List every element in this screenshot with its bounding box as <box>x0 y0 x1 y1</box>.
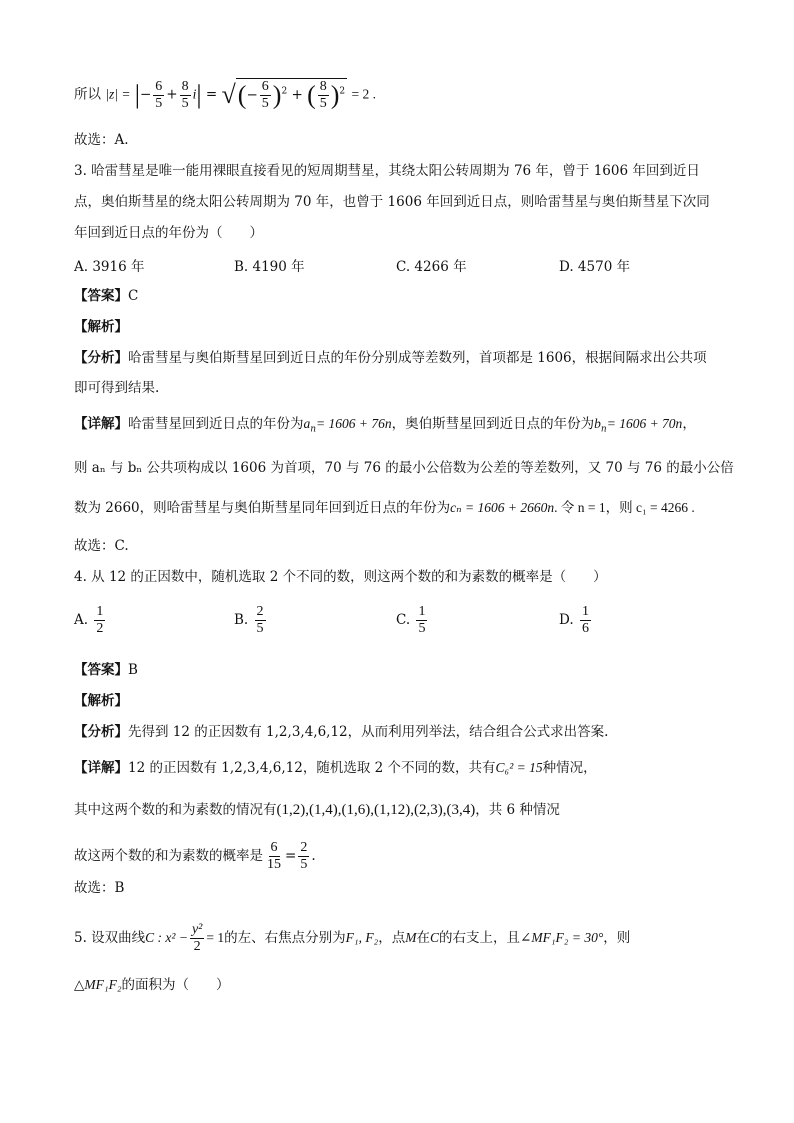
q3-fenxi-line-2: 即可得到结果. <box>74 380 160 396</box>
q2-frac-1: $\frac{6}{5}$ <box>155 78 163 111</box>
q3-answer-line <box>74 286 138 306</box>
q4-stem: 4. 从 12 的正因数中，随机选取 2 个不同的数，则这两个数的和为素数的概率是（ ） <box>74 569 607 585</box>
q3-stem-line-1: 3. 哈雷彗星是唯一能用裸眼直接看见的短周期彗星，其绕太阳公转周期为 76 年，曾于 1606 年回到近日 <box>74 163 700 179</box>
q2-modulus-line: 所以 |z| = |− $\frac{6}{5}$ + $\frac{8}{5}$ i| = √(− $\frac{6}{5}$ )$^2$ + ( $\frac{8}{5}$ )$^2$ = 2 . <box>74 78 376 111</box>
q4-options <box>74 604 734 640</box>
q3-detail-line-2: 则 aₙ 与 bₙ 公共项构成以 1606 为首项，70 与 76 的最小公倍数为公差的等差数列，又 70 与 76 的最小公倍 <box>74 460 734 476</box>
q4-detail-line-2: 其中这两个数的和为素数的情况有(1,2),(1,4),(1,6),(1,12),(2,3),(3,4)，共 6 种情况 <box>74 802 560 818</box>
q2-answer: 故选：A. <box>74 132 129 148</box>
q3-detail-line-3: 数为 2660，则哈雷彗星与奥伯斯彗星同年回到近日点的年份为cₙ = 1606 + 2660n. 令 n = 1，则 c₁ = 4266 . <box>74 500 695 516</box>
q5-stem-line-1: 5. 设双曲线C : x² − $\frac{\text{y²}}{2}$ = 1的左、右焦点分别为F₁, F₂，点M在C的右支上，且∠MF₁F₂ = 30°，则 <box>74 922 631 954</box>
q4-option-b: B. $\frac{2}{5}$ <box>234 604 264 636</box>
q3-option-c: C. 4266 年 <box>396 259 467 275</box>
q4-fenxi-line: 【分析】先得到 12 的正因数有 1,2,3,4,6,12，从而利用列举法，结合组合公式求出答案. <box>74 724 609 740</box>
q4-analysis-label: 【解析】 <box>74 693 128 709</box>
q4-detail-line-3: 故这两个数的和为素数的概率是 $\frac{6}{15}$ = $\frac{2}{5}$ . <box>74 840 316 872</box>
q3-final: 故选：C. <box>74 538 129 554</box>
q2-sqrt: (− $\frac{6}{5}$ )$^2$ + ( $\frac{8}{5}$ )$^2$ <box>237 79 346 111</box>
q4-final: 故选：B <box>74 880 125 896</box>
q3-option-d: D. 4570 年 <box>559 259 631 275</box>
q2-frac-2: $\frac{8}{5}$ <box>181 78 189 111</box>
q4-option-c: C. $\frac{1}{5}$ <box>396 604 426 636</box>
q4-answer-line: 【答案】B <box>74 662 138 678</box>
q2-prefix: 所以 <box>74 86 101 103</box>
q2-abs-z: |z| = <box>105 86 131 102</box>
q3-analysis-label: 【解析】 <box>74 319 128 335</box>
q3-option-b: B. 4190 年 <box>234 259 305 275</box>
q4-detail-line-1: 【详解】12 的正因数有 1,2,3,4,6,12，随机选取 2 个不同的数，共有C₆² = 15种情况， <box>74 760 597 776</box>
q4-option-d: D. $\frac{1}{6}$ <box>559 604 589 636</box>
q3-detail-line-1: 【详解】哈雷彗星回到近日点的年份为$a_n= 1606 + 76n$，奥伯斯彗星回到近日点的年份为$b_n= 1606 + 70n$， <box>74 416 696 435</box>
q3-fenxi-line-1: 【分析】哈雷彗星与奥伯斯彗星回到近日点的年份分别成等差数列，首项都是 1606，根据间隔求出公共项 <box>74 350 707 366</box>
q2-result: = 2 . <box>351 86 376 102</box>
q3-option-a: A. 3916 年 <box>74 259 145 275</box>
q3-options <box>74 255 734 277</box>
q5-stem-line-2: △MF₁F₂的面积为（ ） <box>74 977 230 993</box>
q3-answer-label: 【答案】 <box>74 288 128 304</box>
q4-option-a: A. $\frac{1}{2}$ <box>74 604 104 636</box>
q3-stem-line-3: 年回到近日点的年份为（ ） <box>74 225 263 241</box>
q3-answer-value: C <box>128 288 139 304</box>
q3-stem-line-2: 点，奥伯斯彗星的绕太阳公转周期为 70 年，也曾于 1606 年回到近日点，则哈雷彗星与奥伯斯彗星下次同 <box>74 194 710 210</box>
